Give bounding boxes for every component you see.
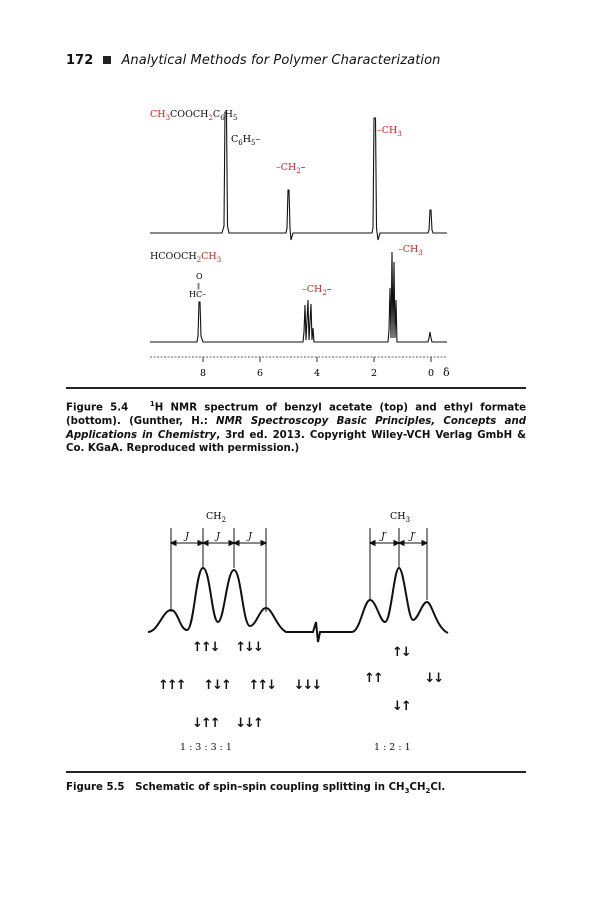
caption-label: Figure 5.5 bbox=[66, 782, 125, 793]
spin-state: ↑↓↓ bbox=[235, 640, 262, 655]
intensity-ratio-right: 1 : 2 : 1 bbox=[374, 742, 411, 753]
top-ch2-peak-label: $-CH_2-$ bbox=[276, 162, 306, 175]
book-title: Analytical Methods for Polymer Characterization bbox=[121, 53, 441, 68]
coupling-brackets-right bbox=[370, 528, 427, 600]
figure-5-4-caption bbox=[66, 398, 526, 456]
caption-text: H NMR spectrum of benzyl acetate (top) and ethyl formate (bottom). (Gunther, H.: bbox=[66, 402, 527, 427]
spin-row-right-2 bbox=[364, 671, 442, 686]
caption-reference-title: NMR Spectroscopy Basic Principles, Concepts and Applications in Chemistry bbox=[66, 415, 527, 441]
caption-rule-5-4 bbox=[66, 387, 526, 389]
ch3-group-label: $CH_3$ bbox=[390, 511, 411, 524]
intensity-ratio-left: 1 : 3 : 3 : 1 bbox=[180, 742, 232, 753]
caption-superscript: 1 bbox=[149, 400, 155, 408]
ethyl-formate-formula: $HCOOCH_2CH_3$ bbox=[150, 251, 222, 264]
j-prime-label-1: J′ bbox=[381, 531, 387, 542]
phenyl-peak-label: $C_6H_5-$ bbox=[231, 134, 261, 147]
j-label-3: J bbox=[248, 531, 252, 542]
delta-axis-ticks bbox=[203, 357, 431, 362]
spin-row-left-1 bbox=[192, 640, 262, 655]
bottom-ch2-peak-label: $-CH_2-$ bbox=[302, 284, 332, 297]
spin-state: ↓↓↑ bbox=[235, 716, 262, 731]
tick-label-0: 0 bbox=[427, 368, 435, 379]
spin-state: ↑↑↑ bbox=[158, 678, 185, 693]
formyl-hc-label: HC– bbox=[189, 290, 207, 299]
top-ch3-peak-label: $-CH_3$ bbox=[377, 125, 402, 138]
spin-state: ↓↑↑ bbox=[192, 716, 219, 731]
figure-5-5-splitting-schematic bbox=[148, 511, 448, 642]
j-label-1: J bbox=[185, 531, 189, 542]
spin-state: ↑↑↓ bbox=[248, 678, 276, 693]
figure-5-5-caption: Figure 5.5 Schematic of spin–spin coupling splitting in $CH_3CH_2Cl$. bbox=[66, 782, 446, 796]
formyl-double-bond: ‖ bbox=[197, 283, 200, 290]
page-number: 172 bbox=[66, 53, 94, 68]
j-label-2: J bbox=[216, 531, 220, 542]
benzyl-acetate-formula: $CH_3COOCH_2C_6H_5$ bbox=[150, 109, 238, 122]
tick-label-8: 8 bbox=[199, 368, 207, 379]
spin-state: ↓↓ bbox=[424, 671, 443, 686]
spin-state: ↑↓↑ bbox=[203, 678, 230, 693]
top-spectrum-trace bbox=[150, 112, 447, 240]
spin-state: ↑↓ bbox=[392, 645, 410, 660]
spin-state: ↓↑ bbox=[392, 699, 410, 714]
formyl-oxygen: O bbox=[196, 272, 203, 281]
ch2-group-label: $CH_2$ bbox=[206, 511, 227, 524]
spin-state: ↓↓↓ bbox=[293, 678, 321, 693]
tick-label-6: 6 bbox=[256, 368, 264, 379]
tick-label-4: 4 bbox=[313, 368, 321, 379]
multiplet-trace bbox=[148, 568, 448, 642]
delta-unit: δ bbox=[443, 366, 450, 379]
bottom-ch3-peak-label: $-CH_3$ bbox=[398, 244, 423, 257]
j-prime-label-2: J′ bbox=[410, 531, 416, 542]
spin-row-left-2 bbox=[158, 678, 320, 693]
spin-row-left-3 bbox=[192, 716, 262, 731]
caption-text-end: , 3rd ed. 2013. Copyright Wiley-VCH Verlag GmbH & Co. KGaA. Reproduced with permission.) bbox=[66, 429, 527, 455]
caption-rule-5-5 bbox=[66, 771, 526, 773]
spin-state: ↑↑↓ bbox=[192, 640, 219, 655]
spin-state: ↑↑ bbox=[364, 671, 382, 686]
spin-row-right-1 bbox=[392, 645, 410, 660]
caption-label: Figure 5.4 bbox=[66, 402, 129, 414]
caption-text: Schematic of spin–spin coupling splitting in CH bbox=[135, 782, 405, 793]
spin-row-right-3 bbox=[392, 699, 410, 714]
tick-label-2: 2 bbox=[370, 368, 378, 379]
